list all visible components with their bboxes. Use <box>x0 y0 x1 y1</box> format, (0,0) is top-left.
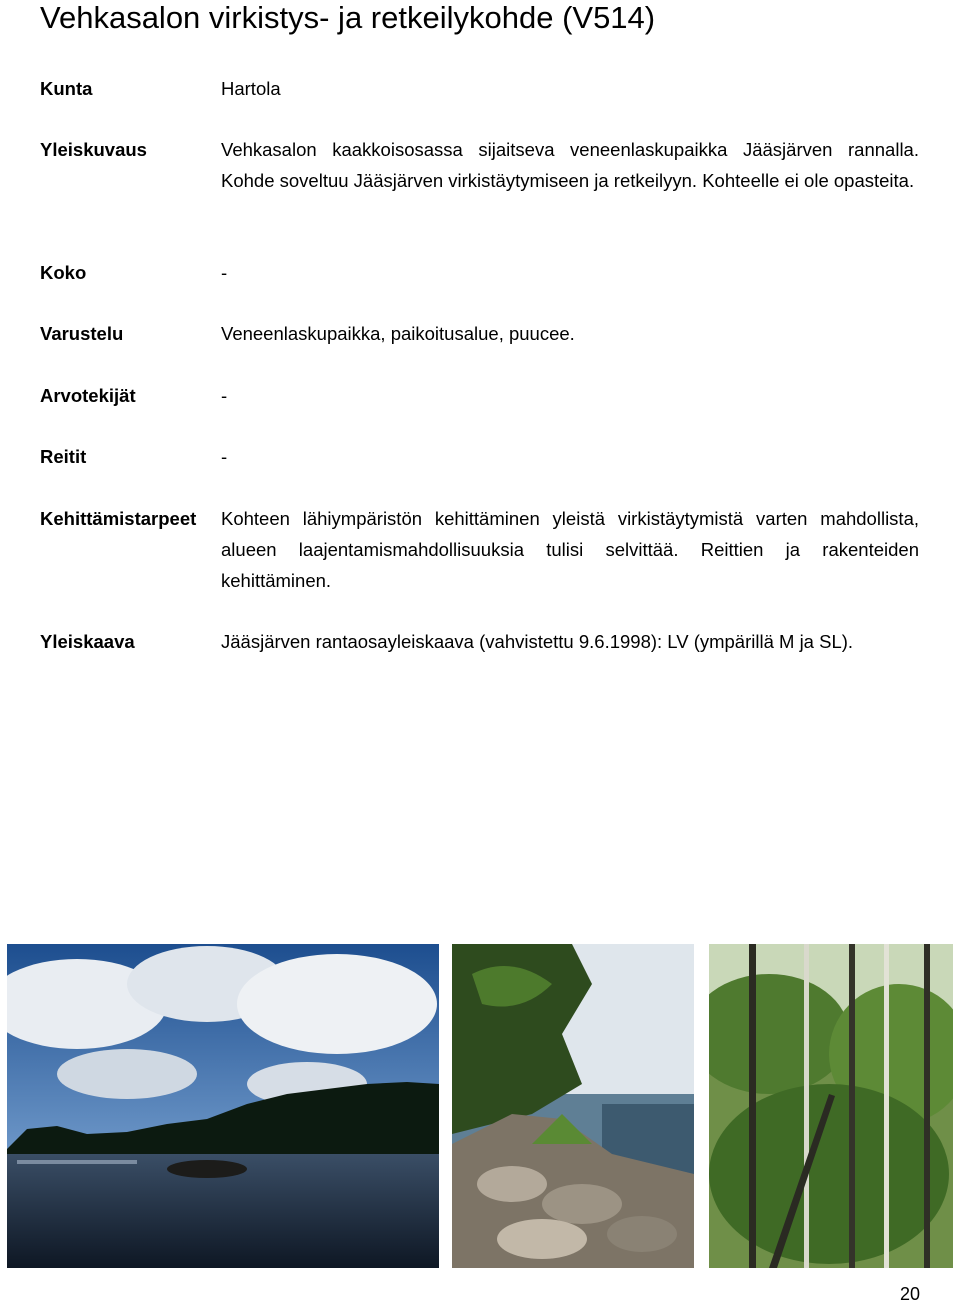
row-label: Varustelu <box>40 323 124 344</box>
row-label: Kunta <box>40 78 93 99</box>
row-value: Kohteen lähiympäristön kehittäminen yleistä virkistäytymistä varten mahdollista, alueen laajentamismahdollisuuksia tulisi selvittää. Reittien ja rakenteiden kehittäminen. <box>221 508 919 591</box>
row-label: Yleiskuvaus <box>40 139 147 160</box>
row-value: Jääsjärven rantaosayleiskaava (vahvistettu 9.6.1998): LV (ympärillä M ja SL). <box>221 631 854 652</box>
row-label: Yleiskaava <box>40 631 135 652</box>
page-number: 20 <box>899 1284 920 1304</box>
photo-lake-clouds <box>7 944 439 1268</box>
row-label: Reitit <box>40 446 87 467</box>
row-value: - <box>221 446 228 467</box>
row-label: Kehittämistarpeet <box>40 508 197 529</box>
page-title: Vehkasalon virkistys- ja retkeilykohde (V514) <box>40 0 656 35</box>
row-label: Arvotekijät <box>40 385 136 406</box>
photo-birch-forest <box>709 944 953 1268</box>
row-label: Koko <box>40 262 87 283</box>
row-value: Veneenlaskupaikka, paikoitusalue, puucee. <box>221 323 575 344</box>
row-value: - <box>221 385 228 406</box>
row-value: Hartola <box>221 78 281 99</box>
photo-rocky-shore <box>452 944 694 1268</box>
row-value: - <box>221 262 228 283</box>
row-value: Vehkasalon kaakkoisosassa sijaitseva veneenlaskupaikka Jääsjärven rannalla. Kohde soveltuu Jääsjärven virkistäytymiseen ja retkeilyyn. Kohteelle ei ole opasteita. <box>221 139 919 191</box>
